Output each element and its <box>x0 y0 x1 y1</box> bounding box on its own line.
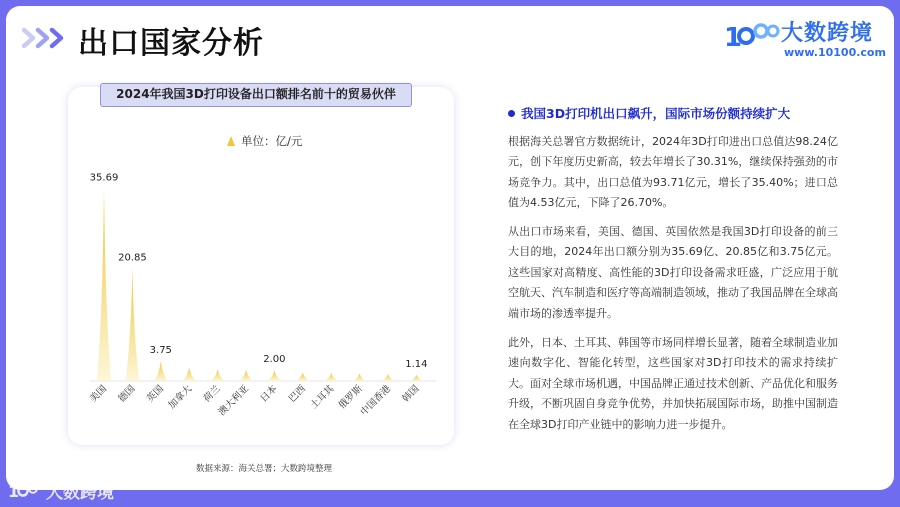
page-title: 出口国家分析 <box>78 26 264 61</box>
chart-spike-5 <box>211 369 225 381</box>
category-label-1: 美国 <box>87 383 110 405</box>
brand-name: 大数跨境 <box>781 21 874 46</box>
chart-spike-4 <box>182 368 196 382</box>
chart-spike-2 <box>125 268 139 381</box>
svg-text:1: 1 <box>724 23 743 53</box>
category-label-4: 加拿大 <box>166 383 195 412</box>
data-label-7: 2.00 <box>263 354 286 366</box>
side-heading <box>508 104 790 122</box>
category-label-8: 巴西 <box>286 383 308 405</box>
side-heading-text: 我国3D打印机出口飙升，国际市场份额持续扩大 <box>521 106 791 121</box>
chart-spike-8 <box>296 372 310 381</box>
data-label-2: 20.85 <box>118 252 147 264</box>
chart-spike-11 <box>381 374 395 381</box>
chart-title: 2024年我国3D打印设备出口额排名前十的贸易伙伴 <box>100 83 412 107</box>
paragraph-3: 此外，日本、土耳其、韩国等市场同样增长显著，随着全球制造业加速向数字化、智能化转型，这些国家对3D打印技术的需求持续扩大。面对全球市场机遇，中国品牌正通过技术创新、产品优化和服务升级，不断巩固自身竞争优势，并加快拓展国际市场，助推中国制造在全球3D打印产业链中的影响力进一步提升。 <box>508 336 838 431</box>
category-label-2: 德国 <box>116 383 138 405</box>
chart-source: 数据来源：海关总署；大数跨境整理 <box>196 464 333 474</box>
bottom-strip <box>0 490 900 507</box>
chart-spike-9 <box>324 373 338 381</box>
bullet-icon <box>508 110 515 117</box>
watermark-logo-icon <box>8 481 42 501</box>
category-label-3: 英国 <box>144 383 166 405</box>
chart-spike-1 <box>97 188 111 381</box>
category-label-6: 澳大利亚 <box>216 383 252 419</box>
watermark <box>8 478 114 503</box>
chart-spike-12 <box>409 375 423 381</box>
chevrons-icon <box>22 27 70 49</box>
legend-swatch-icon <box>227 136 235 146</box>
paragraph-1: 根据海关总署官方数据统计，2024年3D打印进出口总值达98.24亿元，创下年度历史新高，较去年增长了30.31%，继续保持强劲的市场竞争力。其中，出口总值为93.71亿元，增长了35.40%；进口总值为4.53亿元，下降了26.70%。 <box>508 135 838 210</box>
paragraph-2: 从出口市场来看，美国、德国、英国依然是我国3D打印设备的前三大目的地，2024年出口额分别为35.69亿、20.85亿和3.75亿元。这些国家对高精度、高性能的3D打印设备需求旺盛，广泛应用于航空航天、汽车制造和医疗等高端制造领域，推动了我国品牌在全球高端市场的渗透率提升。 <box>508 225 838 320</box>
svg-text:1: 1 <box>8 481 20 501</box>
category-label-7: 日本 <box>258 383 280 405</box>
chart-legend <box>227 133 302 149</box>
chart-spike-6 <box>239 370 253 381</box>
chart-spike-10 <box>353 373 367 381</box>
chart-spike-7 <box>267 370 281 381</box>
data-label-1: 35.69 <box>89 172 119 184</box>
data-label-3: 3.75 <box>149 344 172 356</box>
category-label-11: 中国香港 <box>358 383 394 419</box>
category-label-9: 土耳其 <box>308 383 337 412</box>
data-label-12: 1.14 <box>405 358 428 370</box>
chart-spike-3 <box>154 361 168 381</box>
category-label-12: 韩国 <box>400 383 422 405</box>
category-label-10: 俄罗斯 <box>336 383 365 412</box>
brand-url: www.10100.com <box>784 46 886 59</box>
legend-label: 单位：亿/元 <box>241 134 303 148</box>
brand-logo-icon <box>722 18 780 54</box>
category-label-5: 荷兰 <box>201 383 223 405</box>
watermark-text: 大数跨境 <box>46 483 114 503</box>
